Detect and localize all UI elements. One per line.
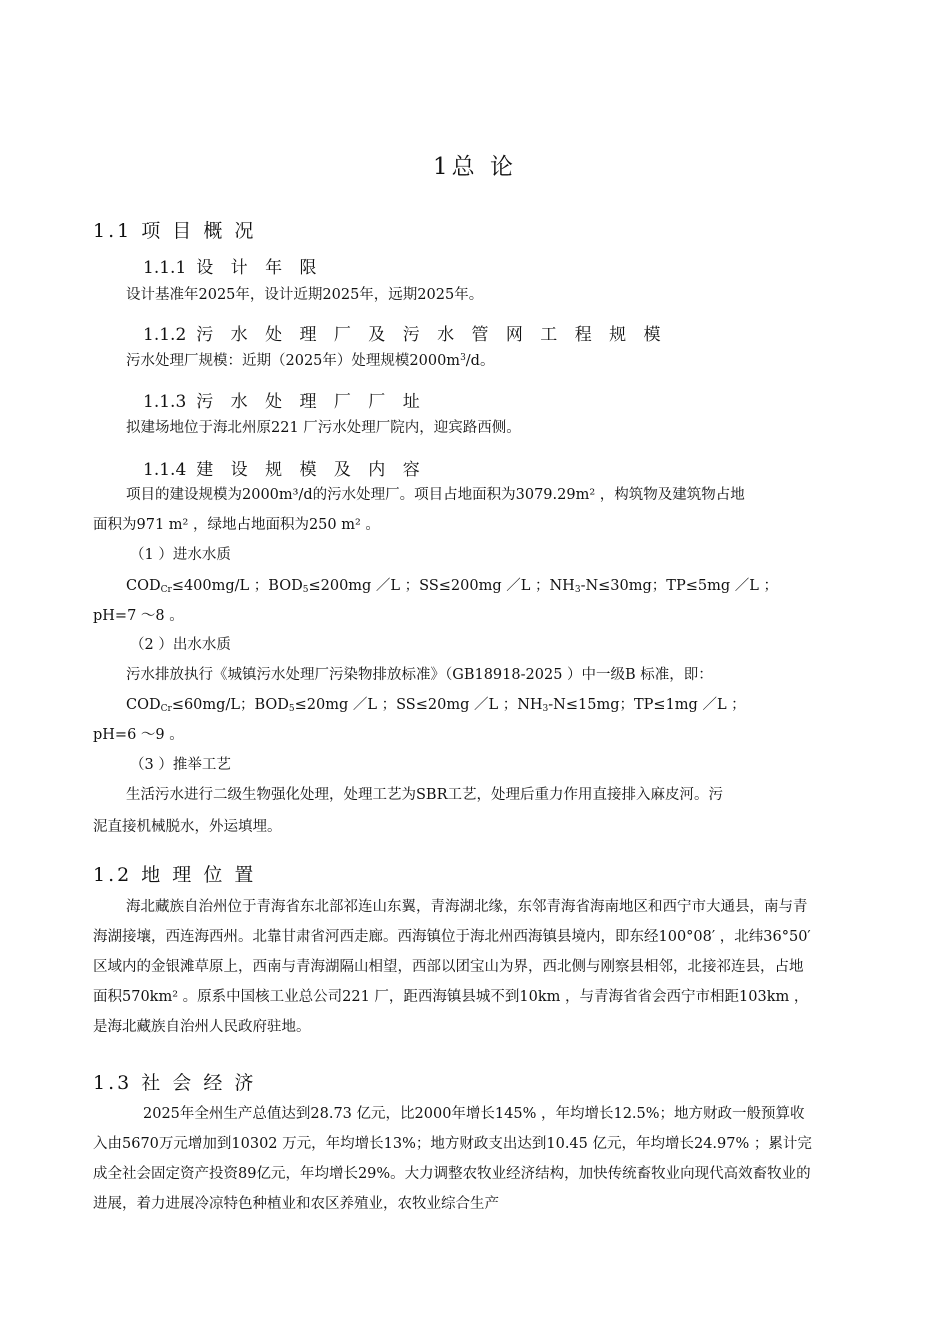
plant-scale-text-b: /d。	[465, 353, 495, 369]
inlet-quality-values	[126, 574, 778, 595]
subsection-heading-1-1-1	[143, 253, 322, 278]
subsection-title: 污 水 处 理 厂 厂 址	[196, 392, 426, 412]
subscript: Cr	[160, 585, 172, 595]
cod-value: ≤60mg/L；BOD	[171, 697, 289, 713]
section-heading-1-1: 1.1 项 目 概 况	[93, 220, 257, 242]
subscript: 3	[542, 704, 549, 714]
process-text-line-2: 泥直接机械脱水，外运填埋。	[93, 819, 282, 835]
bod-value: ≤200mg ／L ；SS≤200mg ／L ；NH	[308, 578, 575, 594]
subscript: Cr	[160, 704, 172, 714]
subsection-title: 建 设 规 模 及 内 容	[196, 460, 426, 480]
subscript: 3	[574, 585, 581, 595]
outlet-quality-values	[126, 693, 746, 714]
site-location-text: 拟建场地位于海北州原221 厂污水处理厂院内，迎宾路西侧。	[126, 420, 521, 436]
section-heading-1-2: 1.2 地 理 位 置	[93, 864, 257, 886]
section-heading-1-3: 1.3 社 会 经 济	[93, 1072, 257, 1094]
outlet-ph: pH=6 ～9 。	[93, 727, 184, 743]
location-paragraph: 海北藏族自治州位于青海省东北部祁连山东翼，青海湖北缘，东邻青海省海南地区和西宁市大通县，南与青海湖接壤，西连海西州。北靠甘肃省河西走廊。西海镇位于海北州西海镇县境内，即东经100°08′ ，北纬36°50′ 区域内的金银滩草原上，西南与青海湖隔山相望，西部以团宝山为界，西北侧与刚察县相邻，北接祁连县，占地面积570km² 。原系中国核工业总公司221 厂，距西海镇县城不到10km ，与青海省省会西宁市相距103km ，是海北藏族自治州人民政府驻地。	[93, 899, 811, 1035]
economy-paragraph: 2025年全州生产总值达到28.73 亿元，比2000年增长145% ，年均增长12.5%；地方财政一般预算收入由5670万元增加到10302 万元，年均增长13%；地方财政支出达到10.45 亿元，年均增长24.97% ；累计完成全社会固定资产投资89亿元，年均增长29%。大力调整农牧业经济结构，加快传统畜牧业向现代高效畜牧业的进展，着力进展冷凉特色种植业和农区养殖业，农牧业综合生产	[93, 1106, 812, 1212]
design-period-text: 设计基准年2025年，设计近期2025年，远期2025年。	[126, 287, 484, 303]
page-title: 1总 论	[433, 154, 517, 180]
plant-scale-text	[126, 349, 494, 370]
cod-label: COD	[126, 697, 161, 713]
nh-value: -N≤15mg；TP≤1mg ／L ；	[548, 697, 746, 713]
inlet-ph: pH=7 ～8 。	[93, 608, 184, 624]
subsection-heading-1-1-2	[143, 320, 667, 345]
subsection-title: 污 水 处 理 厂 及 污 水 管 网 工 程 规 模	[196, 325, 667, 345]
superscript: 3	[460, 353, 466, 363]
scale-paragraph-line-2: 面积为971 m² ，绿地占地面积为250 m² 。	[93, 517, 380, 533]
bod-value: ≤20mg ／L ；SS≤20mg ／L ；NH	[294, 697, 543, 713]
subscript: 5	[288, 704, 295, 714]
subsection-number: 1.1.1	[143, 258, 187, 278]
subsection-heading-1-1-3	[143, 387, 426, 412]
plant-scale-text-a: 污水处理厂规模：近期（2025年）处理规模2000m	[126, 353, 461, 369]
outlet-quality-label: （2 ）出水水质	[130, 637, 231, 653]
subsection-number: 1.1.2	[143, 325, 187, 345]
subsection-title: 设 计 年 限	[196, 258, 323, 278]
outlet-standard-text: 污水排放执行《城镇污水处理厂污染物排放标准》（GB18918-2025 ）中一级B 标准，即：	[126, 667, 713, 683]
subsection-number: 1.1.4	[143, 460, 187, 480]
nh-value: -N≤30mg；TP≤5mg ／L ；	[580, 578, 778, 594]
scale-paragraph-line-1: 项目的建设规模为2000m³/d的污水处理厂。项目占地面积为3079.29m² ，构筑物及建筑物占地	[126, 487, 745, 503]
subsection-number: 1.1.3	[143, 392, 187, 412]
cod-label: COD	[126, 578, 161, 594]
cod-value: ≤400mg/L ；BOD	[171, 578, 303, 594]
process-label: （3 ）推举工艺	[130, 757, 231, 773]
process-text-line-1: 生活污水进行二级生物强化处理，处理工艺为SBR工艺，处理后重力作用直接排入麻皮河。污	[126, 787, 724, 803]
subsection-heading-1-1-4	[143, 455, 426, 480]
inlet-quality-label: （1 ）进水水质	[130, 547, 231, 563]
subscript: 5	[302, 585, 309, 595]
